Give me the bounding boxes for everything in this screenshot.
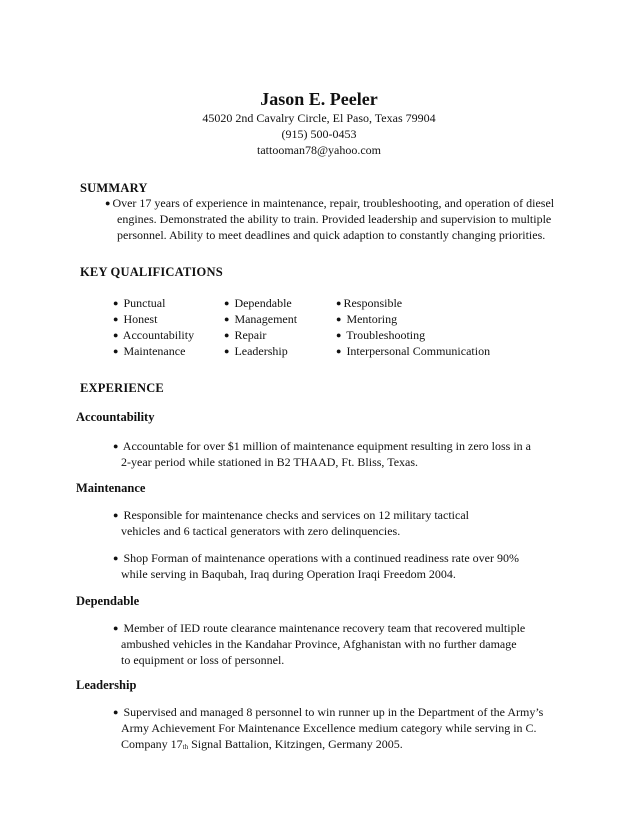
accountability-line-1: ● Accountable for over $1 million of maintenance equipment resulting in zero loss in a	[113, 439, 531, 453]
maintenance-b2-line-2: while serving in Baqubah, Iraq during Operation Iraqi Freedom 2004.	[121, 567, 456, 581]
dependable-line-1: ● Member of IED route clearance maintenance recovery team that recovered multiple	[113, 621, 526, 635]
experience-heading: EXPERIENCE	[80, 381, 164, 395]
dependable-title: Dependable	[76, 594, 140, 608]
leadership-line-2: Army Achievement For Maintenance Excellence medium category while serving in C.	[121, 721, 537, 735]
qualification-item: ● Repair	[224, 328, 267, 342]
qualification-item: ● Management	[224, 312, 298, 326]
leadership-line-1: ● Supervised and managed 8 personnel to win runner up in the Department of the Army’s	[113, 705, 544, 719]
maintenance-b2-line-1: ● Shop Forman of maintenance operations with a continued readiness rate over 90%	[113, 551, 519, 565]
accountability-title: Accountability	[76, 410, 155, 424]
qualifications-heading: KEY QUALIFICATIONS	[80, 265, 223, 279]
maintenance-b1-line-2: vehicles and 6 tactical generators with zero delinquencies.	[121, 524, 401, 538]
resume-name: Jason E. Peeler	[260, 89, 378, 109]
qualification-item: ● Responsible	[336, 296, 403, 310]
leadership-line-3: Company $17_{th}$ Signal Battalion, Kitzingen, Germany 2005.	[121, 737, 403, 751]
qualification-item: ● Punctual	[113, 296, 166, 310]
maintenance-title: Maintenance	[76, 481, 146, 495]
qualification-item: ● Mentoring	[336, 312, 398, 326]
accountability-line-2: 2-year period while stationed in B2 THAAD, Ft. Bliss, Texas.	[121, 455, 419, 469]
qualification-item: ● Dependable	[224, 296, 292, 310]
leadership-title: Leadership	[76, 678, 137, 692]
phone: (915) 500-0453	[281, 127, 357, 141]
dependable-line-2: ambushed vehicles in the Kandahar Province, Afghanistan with no further damage	[121, 637, 517, 651]
summary-heading: SUMMARY	[80, 181, 148, 195]
qualification-item: ● Honest	[113, 312, 158, 326]
email: tattooman78@yahoo.com	[256, 143, 382, 157]
qualification-item: ● Accountability	[113, 328, 195, 342]
summary-line-3: personnel. Ability to meet deadlines and quick adaption to constantly changing priorities.	[117, 228, 546, 242]
maintenance-b1-line-1: ● Responsible for maintenance checks and services on 12 military tactical	[113, 508, 469, 522]
summary-line-1: ● Over 17 years of experience in maintenance, repair, troubleshooting, and operation of diesel	[105, 196, 555, 210]
qualification-item: ● Interpersonal Communication	[336, 344, 491, 358]
address: 45020 2nd Cavalry Circle, El Paso, Texas 79904	[202, 111, 436, 125]
qualification-item: ● Maintenance	[113, 344, 186, 358]
qualification-item: ● Troubleshooting	[336, 328, 426, 342]
qualification-item: ● Leadership	[224, 344, 288, 358]
dependable-line-3: to equipment or loss of personnel.	[121, 653, 285, 667]
summary-line-2: engines. Demonstrated the ability to train. Provided leadership and supervision to multiple	[117, 212, 552, 226]
